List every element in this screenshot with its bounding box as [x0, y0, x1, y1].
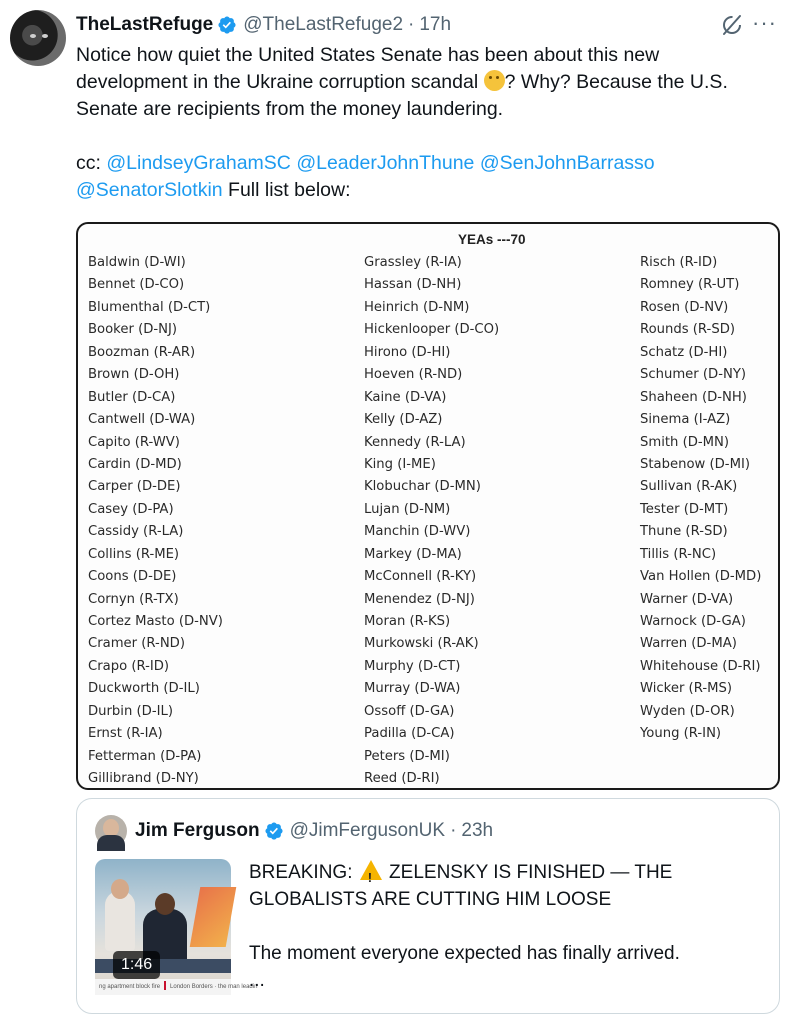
quoted-tweet-text: [249, 859, 769, 994]
senator-entry: Boozman (R-AR): [88, 344, 196, 360]
senator-entry: Cortez Masto (D-NV): [88, 614, 223, 629]
senator-entry: Risch (R-ID): [640, 255, 718, 270]
vote-list-title: YEAs ---70: [458, 232, 526, 247]
senator-entry: Padilla (D-CA): [364, 726, 455, 742]
news-ticker: [95, 979, 258, 995]
senator-entry: Ernst (R-IA): [88, 726, 163, 742]
senator-entry: Cardin (D-MD): [88, 456, 182, 472]
vote-list-column-2: [364, 252, 499, 791]
senator-entry: Tillis (R-NC): [640, 546, 717, 562]
senator-entry: Lujan (D-NM): [364, 501, 451, 517]
senator-entry: Butler (D-CA): [88, 389, 176, 405]
senator-entry: Crapo (R-ID): [88, 658, 170, 674]
senator-entry: Cramer (R-ND): [88, 636, 185, 652]
vote-list-column-1: [88, 252, 223, 791]
senator-entry: Wyden (D-OR): [640, 703, 735, 719]
senator-entry: Hoeven (R-ND): [364, 367, 463, 383]
quoted-author-handle[interactable]: @JimFergusonUK: [289, 820, 446, 841]
grok-icon[interactable]: [720, 13, 744, 37]
senator-entry: Reed (D-RI): [364, 771, 440, 787]
senator-entry: King (I-ME): [364, 456, 436, 472]
mention-lindseygraham[interactable]: @LindseyGrahamSC: [106, 152, 291, 174]
senator-entry: Klobuchar (D-MN): [364, 479, 481, 495]
tweet-text-end: ? Why? Because the U.S. Senate are recipients from the money laundering.: [76, 71, 728, 120]
senator-entry: Schatz (D-HI): [640, 344, 728, 360]
senator-entry: Menendez (D-NJ): [364, 591, 475, 607]
senator-entry: Hassan (D-NH): [364, 277, 462, 293]
quoted-author-avatar[interactable]: [95, 815, 127, 847]
author-avatar[interactable]: [10, 10, 66, 66]
truncation-ellipsis: ...: [249, 970, 265, 991]
senator-entry: Shaheen (D-NH): [640, 389, 747, 405]
senator-entry: Collins (R-ME): [88, 546, 180, 562]
senator-entry: Durbin (D-IL): [88, 703, 173, 719]
senator-entry: Heinrich (D-NM): [364, 299, 470, 315]
senator-entry: Casey (D-PA): [88, 501, 174, 517]
senator-entry: Warnock (D-GA): [640, 614, 746, 629]
senator-entry: Bennet (D-CO): [88, 277, 185, 293]
verified-badge-icon: [217, 15, 237, 35]
senator-entry: Duckworth (D-IL): [88, 681, 200, 697]
senator-entry: Cornyn (R-TX): [88, 591, 179, 607]
senator-entry: Kelly (D-AZ): [364, 412, 443, 428]
senator-entry: Thune (R-SD): [640, 524, 728, 540]
senator-entry: Smith (D-MN): [640, 434, 730, 450]
headline-prefix: BREAKING:: [249, 862, 353, 883]
senator-entry: Kennedy (R-LA): [364, 434, 466, 450]
senator-entry: Capito (R-WV): [88, 434, 180, 450]
ticker-left-text: ng apartment block fire: [99, 984, 161, 990]
senator-entry: Murkowski (R-AK): [364, 636, 479, 652]
senator-entry: Murray (D-WA): [364, 681, 461, 697]
senator-entry: Ossoff (D-GA): [364, 703, 455, 719]
verified-badge-icon: [264, 821, 284, 841]
separator-dot: ·: [408, 14, 415, 35]
senator-entry: Murphy (D-CT): [364, 658, 461, 674]
video-duration: 1:46: [113, 951, 160, 979]
quoted-author-name[interactable]: Jim Ferguson: [135, 820, 260, 841]
senator-entry: Grassley (R-IA): [364, 255, 462, 270]
senator-entry: Van Hollen (D-MD): [640, 569, 762, 585]
quoted-body-text: The moment everyone expected has finally arrived.: [249, 943, 680, 964]
mention-senjohnbarrasso[interactable]: @SenJohnBarrasso: [479, 152, 655, 174]
senator-entry: Gillibrand (D-NY): [88, 771, 199, 787]
senator-entry: Stabenow (D-MI): [640, 456, 750, 472]
senator-entry: Young (R-IN): [640, 726, 722, 742]
senator-entry: Sinema (I-AZ): [640, 412, 731, 428]
separator-dot: ·: [450, 820, 457, 841]
warning-icon: [360, 860, 382, 880]
headline-text: ZELENSKY IS FINISHED — THE GLOBALISTS ARE CUTTING HIM LOOSE: [249, 862, 673, 910]
quoted-tweet[interactable]: [76, 798, 780, 1014]
senator-entry: Moran (R-KS): [364, 614, 451, 629]
author-name[interactable]: TheLastRefuge: [76, 14, 214, 35]
senator-entry: Fetterman (D-PA): [88, 748, 202, 764]
senator-entry: Warren (D-MA): [640, 636, 737, 652]
senator-entry: Whitehouse (D-RI): [640, 658, 761, 674]
vote-list-column-3: [640, 252, 761, 746]
cc-prefix: cc:: [76, 152, 107, 174]
senator-entry: Coons (D-DE): [88, 569, 177, 585]
mention-leaderjohnthune[interactable]: @LeaderJohnThune: [296, 152, 475, 174]
senator-entry: Blumenthal (D-CT): [88, 299, 211, 315]
quoted-tweet-time[interactable]: 23h: [461, 820, 494, 841]
senator-entry: Hickenlooper (D-CO): [364, 322, 500, 338]
quoted-tweet-header: [135, 817, 493, 845]
senator-entry: Tester (D-MT): [640, 501, 729, 517]
more-options-icon[interactable]: ···: [752, 10, 777, 35]
tweet-text: [76, 42, 776, 123]
senator-entry: Wicker (R-MS): [640, 681, 732, 697]
tweet-text-main: Notice how quiet the United States Senate has been about this new development in the Ukraine corruption scandal: [76, 44, 660, 93]
tweet-time[interactable]: 17h: [419, 14, 452, 35]
senator-entry: Warner (D-VA): [640, 591, 734, 607]
senator-entry: Peters (D-MI): [364, 748, 450, 764]
ticker-right-text: London Borders · the man leadin: [170, 984, 258, 990]
thinking-face-emoji-icon: [484, 70, 505, 91]
senator-entry: Brown (D-OH): [88, 367, 180, 383]
senator-entry: Schumer (D-NY): [640, 367, 747, 383]
senator-entry: McConnell (R-KY): [364, 569, 477, 585]
senator-entry: Romney (R-UT): [640, 277, 740, 293]
video-thumbnail[interactable]: [95, 859, 258, 995]
senator-entry: Markey (D-MA): [364, 546, 462, 562]
mention-senatorslotkin[interactable]: @SenatorSlotkin: [76, 179, 223, 201]
senator-entry: Rosen (D-NV): [640, 299, 729, 315]
author-handle[interactable]: @TheLastRefuge2: [243, 14, 404, 35]
senator-entry: Hirono (D-HI): [364, 344, 451, 360]
senator-entry: Baldwin (D-WI): [88, 255, 186, 270]
cc-suffix: Full list below:: [222, 179, 351, 201]
vote-list-image[interactable]: [76, 222, 780, 790]
senator-entry: Manchin (D-WV): [364, 524, 471, 540]
tweet-header: [76, 10, 451, 40]
senator-entry: Booker (D-NJ): [88, 322, 178, 338]
senator-entry: Cassidy (R-LA): [88, 524, 184, 540]
senator-entry: Rounds (R-SD): [640, 322, 735, 338]
senator-entry: Carper (D-DE): [88, 479, 181, 495]
senator-entry: Kaine (D-VA): [364, 389, 447, 405]
tweet-cc-line: [76, 150, 776, 204]
senator-entry: Cantwell (D-WA): [88, 412, 196, 428]
senator-entry: Sullivan (R-AK): [640, 479, 738, 495]
